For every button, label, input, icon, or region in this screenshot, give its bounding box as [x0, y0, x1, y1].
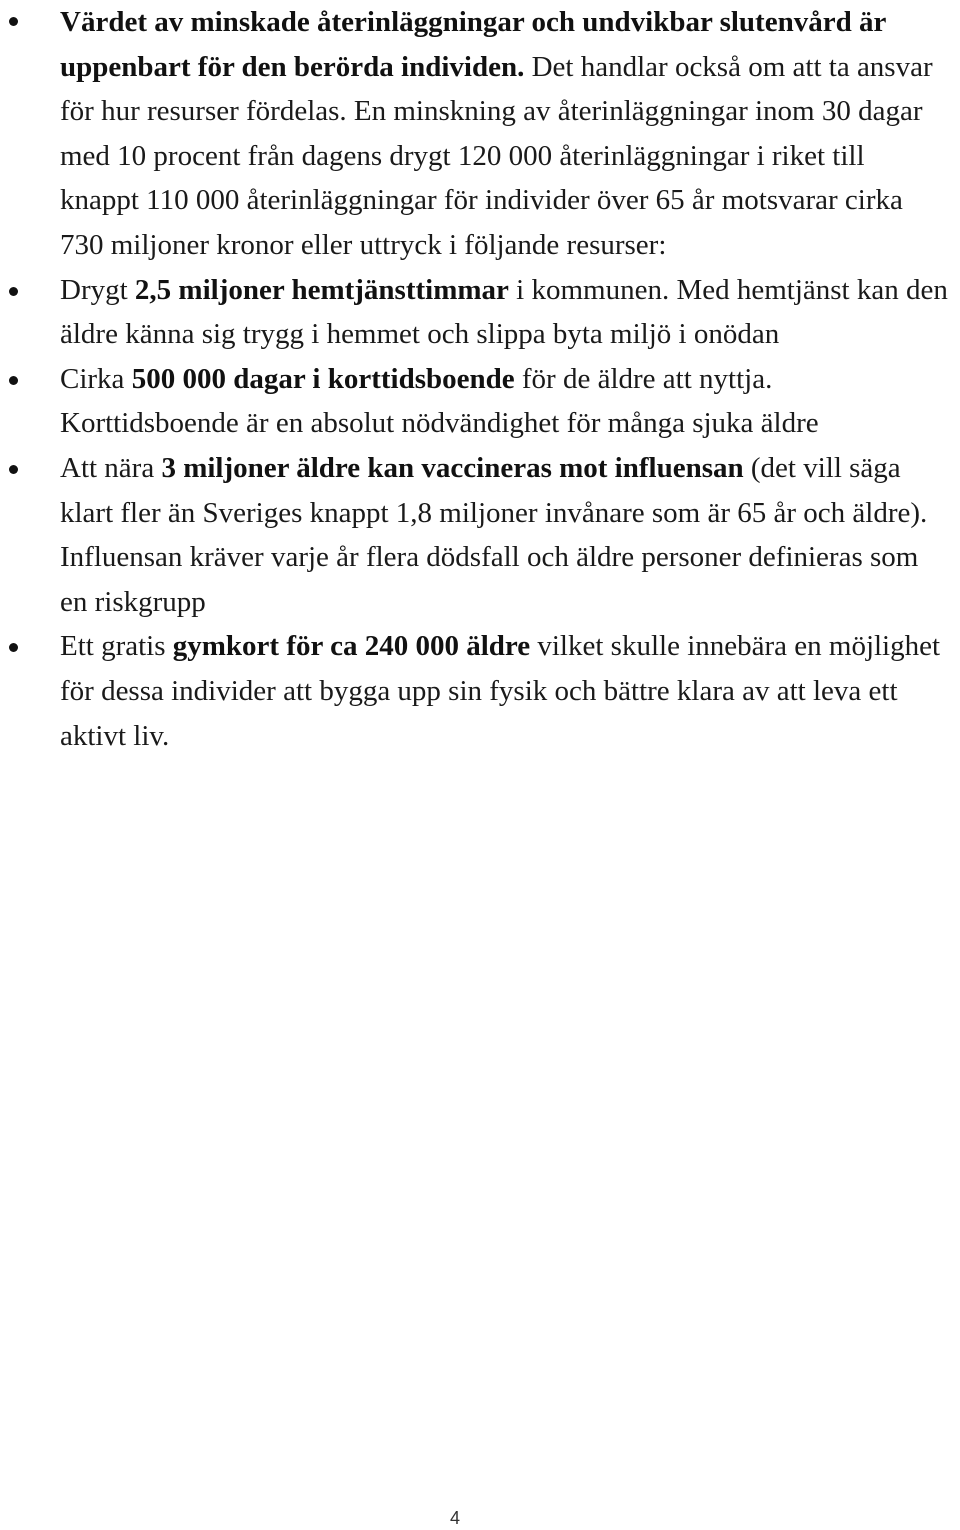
bullet-icon: [9, 465, 18, 474]
item-text-bold: Värdet av minskade återinläggningar och undvikbar slutenvård är uppenbart för den berörda individen.: [60, 6, 886, 83]
bullet-icon: [9, 376, 18, 385]
item-text-bold: gymkort för ca 240 000 äldre: [172, 630, 531, 663]
list-item: [0, 268, 960, 357]
item-text: vilket skulle innebära en möjlighet för dessa individer att bygga upp sin fysik och bättre klara av att leva ett aktivt liv.: [60, 630, 941, 752]
list-item: [0, 357, 960, 446]
item-text-bold: 3 miljoner äldre kan vaccineras mot influensan: [161, 451, 744, 484]
list-item: [0, 446, 960, 624]
item-text: Det handlar också om att ta ansvar för hur resurser fördelas. En minskning av återinläggningar inom 30 dagar med 10 procent från dagens drygt 120 000 återinläggningar i riket till knappt 110 000 återinläggningar för individer över 65 år motsvarar cirka 730 miljoner kronor eller uttryck i följande resurser:: [60, 50, 933, 261]
item-text: Drygt: [60, 273, 135, 306]
list-item: [0, 624, 960, 758]
item-text-bold: 500 000 dagar i korttidsboende: [131, 362, 515, 395]
page-number: 4: [449, 1508, 460, 1528]
item-text-bold: 2,5 miljoner hemtjänsttimmar: [134, 273, 509, 306]
item-text: Att nära: [60, 451, 162, 484]
bullet-icon: [9, 287, 18, 296]
list-item: [0, 0, 960, 268]
item-text: för de äldre att nyttja. Korttidsboende är en absolut nödvändighet för många sjuka äldre: [60, 362, 819, 440]
bullet-icon: [9, 17, 18, 26]
item-text: Cirka: [60, 362, 132, 395]
item-text: Ett gratis: [60, 630, 173, 663]
item-text: i kommunen. Med hemtjänst kan den äldre känna sig trygg i hemmet och slippa byta miljö i onödan: [60, 273, 948, 351]
bullet-icon: [9, 643, 18, 652]
bullet-list: [0, 0, 960, 758]
item-text: (det vill säga klart fler än Sveriges knappt 1,8 miljoner invånare som är 65 år och äldre). Influensan kräver varje år flera dödsfall och äldre personer definieras som en riskgrupp: [60, 451, 928, 618]
